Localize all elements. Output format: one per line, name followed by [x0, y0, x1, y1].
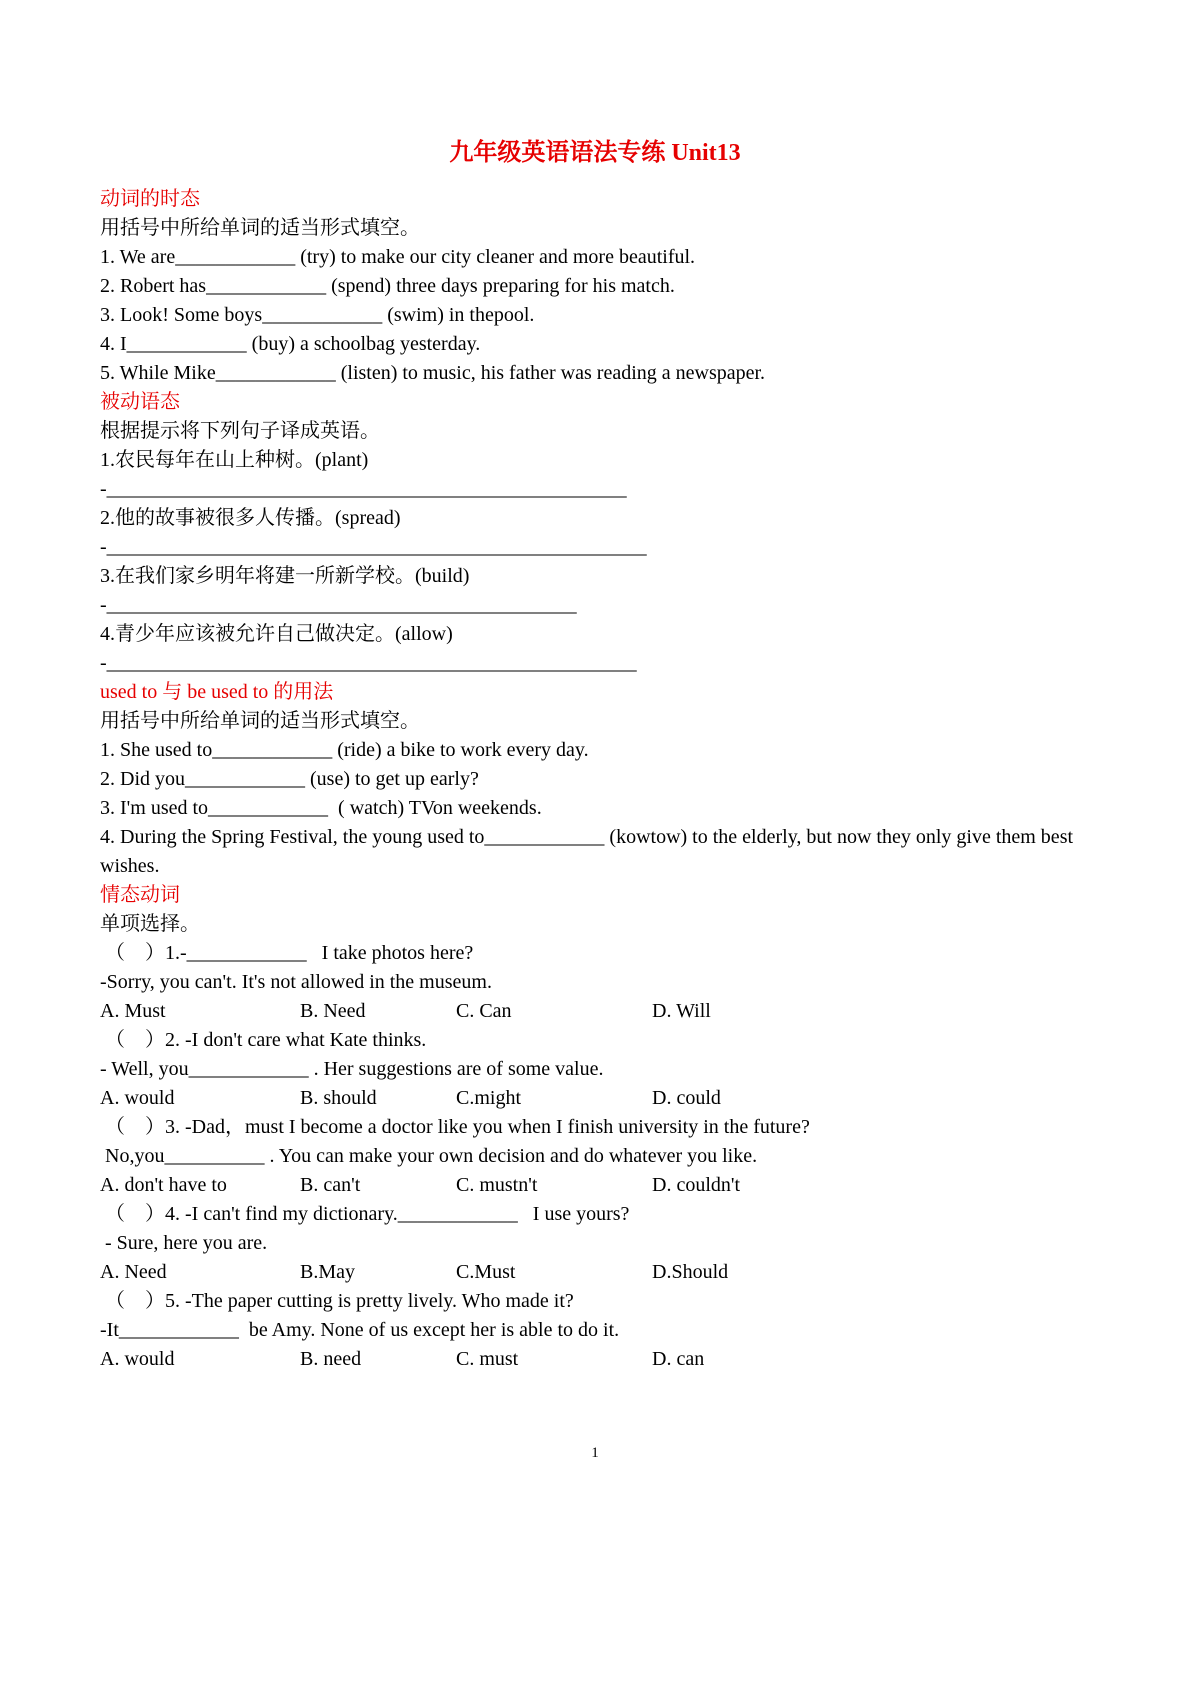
mc-option-c: C. Can [456, 1000, 512, 1022]
mc-question-line: （ ）1.-____________ I take photos here? [100, 942, 474, 964]
section-verb-tenses [100, 185, 1090, 388]
mc-option-d: D. Will [652, 1000, 711, 1022]
mc-option-c: C. mustn't [456, 1174, 538, 1196]
answer-blank-line: -_____________________________________________________ [100, 652, 637, 674]
mc-option-b: B. need [300, 1348, 362, 1370]
translation-prompt: 1.农民每年在山上种树。(plant) [100, 449, 369, 471]
section-instruction: 单项选择。 [100, 913, 200, 935]
section-heading: used to 与 be used to 的用法 [100, 681, 334, 703]
mc-options-row [100, 1345, 1090, 1374]
worksheet-title: 九年级英语语法专练 Unit13 [449, 140, 741, 166]
fill-blank-item: 1. We are____________ (try) to make our city cleaner and more beautiful. [100, 246, 696, 268]
section-passive-voice [100, 388, 1090, 678]
mc-question-line: （ ）2. -I don't care what Kate thinks. [100, 1029, 427, 1051]
translation-prompt: 2.他的故事被很多人传播。(spread) [100, 507, 401, 529]
mc-option-a: A. would [100, 1348, 175, 1370]
mc-option-c: C. must [456, 1348, 519, 1370]
mc-options-row [100, 1084, 1090, 1113]
answer-blank-line: -______________________________________________________ [100, 536, 647, 558]
answer-blank-line: -_______________________________________________ [100, 594, 577, 616]
fill-blank-item: 1. She used to____________ (ride) a bike to work every day. [100, 739, 589, 761]
mc-option-b: B. Need [300, 1000, 366, 1022]
mc-option-d: D.Should [652, 1261, 729, 1283]
fill-blank-item: 3. Look! Some boys____________ (swim) in thepool. [100, 304, 535, 326]
fill-blank-item: 2. Did you____________ (use) to get up early? [100, 768, 479, 790]
translation-prompt: 3.在我们家乡明年将建一所新学校。(build) [100, 565, 470, 587]
mc-option-c: C.might [456, 1087, 522, 1109]
mc-option-a: A. would [100, 1087, 175, 1109]
section-used-to [100, 678, 1090, 881]
mc-options-row [100, 1171, 1090, 1200]
mc-option-b: B. can't [300, 1174, 361, 1196]
fill-blank-item: 3. I'm used to____________ ( watch) TVon weekends. [100, 797, 542, 819]
mc-option-b: B. should [300, 1087, 377, 1109]
mc-options-row [100, 1258, 1090, 1287]
mc-option-d: D. can [652, 1348, 705, 1370]
mc-option-c: C.Must [456, 1261, 516, 1283]
answer-blank-line: -____________________________________________________ [100, 478, 627, 500]
section-heading: 动词的时态 [100, 188, 200, 210]
mc-question-line: （ ）5. -The paper cutting is pretty lively. Who made it? [100, 1290, 574, 1312]
mc-question-line: （ ）4. -I can't find my dictionary.____________ I use yours? [100, 1203, 630, 1225]
section-instruction: 用括号中所给单词的适当形式填空。 [100, 710, 420, 732]
mc-options-row [100, 997, 1090, 1026]
mc-question-line: （ ）3. -Dad，must I become a doctor like you when I finish university in the future? [100, 1116, 810, 1138]
mc-option-d: D. couldn't [652, 1174, 741, 1196]
mc-option-a: A. Must [100, 1000, 166, 1022]
fill-blank-item: 4. During the Spring Festival, the young used to____________ (kowtow) to the elderly, but now they only give them best wishes. [100, 826, 1079, 877]
section-modal-verbs [100, 881, 1090, 1374]
mc-option-a: A. Need [100, 1261, 167, 1283]
mc-question-line: -It____________ be Amy. None of us except her is able to do it. [100, 1319, 620, 1341]
mc-question-line: -Sorry, you can't. It's not allowed in the museum. [100, 971, 492, 993]
mc-question-line: No,you__________ . You can make your own decision and do whatever you like. [100, 1145, 758, 1167]
translation-prompt: 4.青少年应该被允许自己做决定。(allow) [100, 623, 453, 645]
mc-option-b: B.May [300, 1261, 355, 1283]
page-number: 1 [591, 1445, 599, 1461]
section-instruction: 用括号中所给单词的适当形式填空。 [100, 217, 420, 239]
fill-blank-item: 2. Robert has____________ (spend) three days preparing for his match. [100, 275, 675, 297]
section-heading: 被动语态 [100, 391, 180, 413]
mc-option-a: A. don't have to [100, 1174, 227, 1196]
fill-blank-item: 5. While Mike____________ (listen) to music, his father was reading a newspaper. [100, 362, 766, 384]
mc-question-line: - Sure, here you are. [100, 1232, 268, 1254]
section-heading: 情态动词 [100, 884, 180, 906]
fill-blank-item: 4. I____________ (buy) a schoolbag yesterday. [100, 333, 481, 355]
section-instruction: 根据提示将下列句子译成英语。 [100, 420, 380, 442]
mc-question-line: - Well, you____________ . Her suggestions are of some value. [100, 1058, 604, 1080]
mc-option-d: D. could [652, 1087, 721, 1109]
